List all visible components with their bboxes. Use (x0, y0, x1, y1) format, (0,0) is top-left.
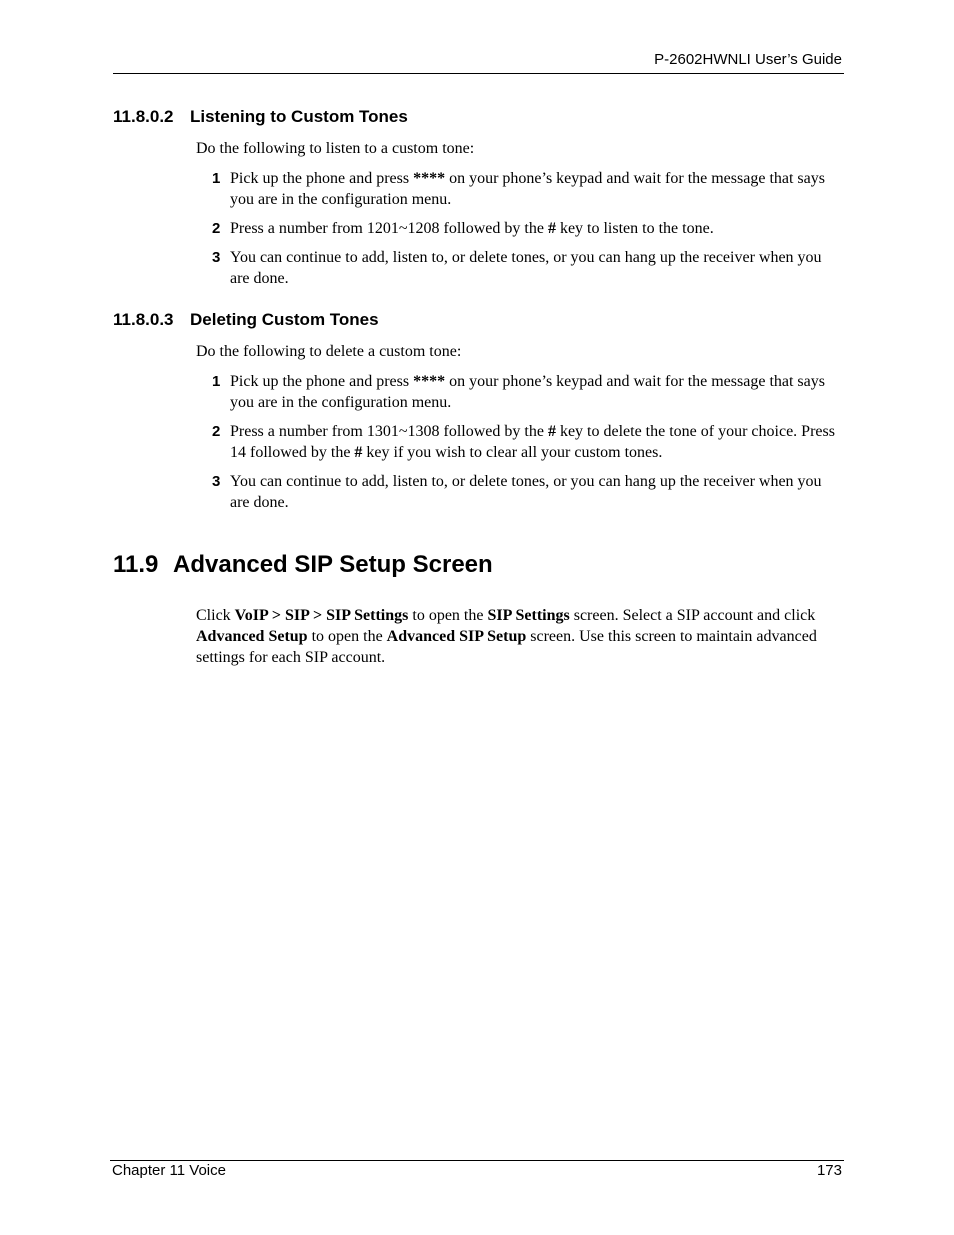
heading-text: Advanced SIP Setup Screen (173, 551, 493, 578)
screen-name: Advanced SIP Setup (386, 628, 527, 645)
step-item (212, 371, 842, 413)
advanced-sip-paragraph (196, 605, 841, 668)
step-item (212, 471, 842, 513)
step-text: key if you wish to clear all your custom tones. (362, 444, 663, 461)
step-key: # (547, 220, 556, 237)
paragraph-text: screen. Select a SIP account and click (569, 607, 816, 624)
step-text: Press a number from 1201~1208 followed by the (230, 220, 548, 237)
step-item (212, 247, 842, 289)
heading-text: Listening to Custom Tones (190, 107, 408, 126)
heading-number: 11.9 (113, 551, 159, 578)
intro-paragraph: Do the following to delete a custom tone: (196, 343, 462, 360)
step-number: 3 (212, 473, 221, 490)
paragraph-text: Click (196, 607, 235, 624)
footer-divider (110, 1160, 844, 1161)
step-text: Pick up the phone and press (230, 170, 414, 187)
step-key-sequence: **** (413, 170, 446, 187)
heading-deleting-custom-tones (113, 310, 379, 330)
step-text: key to listen to the tone. (555, 220, 714, 237)
step-number: 2 (212, 220, 221, 237)
step-list-deleting (212, 371, 842, 521)
step-key-sequence: **** (413, 373, 446, 390)
step-key: # (354, 444, 363, 461)
step-text: Pick up the phone and press (230, 373, 414, 390)
heading-listening-custom-tones (113, 107, 408, 127)
page-number: 173 (816, 1162, 842, 1179)
step-list-listening (212, 168, 842, 297)
step-key: # (547, 423, 556, 440)
section-heading-advanced-sip-setup (113, 551, 493, 579)
paragraph-text: to open the (408, 607, 488, 624)
header-divider (113, 73, 844, 74)
step-text: You can continue to add, listen to, or delete tones, or you can hang up the receiver when you are done. (230, 249, 822, 287)
screen-name: SIP Settings (487, 607, 570, 624)
menu-path: VoIP > SIP > SIP Settings (234, 607, 409, 624)
step-text: on your phone’s keypad and wait for the message that says you are in the configuration menu. (230, 373, 825, 411)
paragraph-text: to open the (307, 628, 387, 645)
running-header-title: P-2602HWNLI User’s Guide (654, 51, 842, 68)
footer-chapter: Chapter 11 Voice (112, 1162, 226, 1179)
step-text: key to delete the tone of your choice. Press 14 followed by the (230, 423, 835, 461)
heading-number: 11.8.0.3 (113, 310, 174, 329)
paragraph-text: screen. Use this screen to maintain advanced settings for each SIP account. (196, 628, 817, 666)
step-number: 2 (212, 423, 221, 440)
step-item (212, 218, 842, 239)
step-text: You can continue to add, listen to, or delete tones, or you can hang up the receiver when you are done. (230, 473, 822, 511)
step-number: 1 (212, 170, 221, 187)
heading-text: Deleting Custom Tones (190, 310, 379, 329)
button-name: Advanced Setup (196, 628, 308, 645)
intro-paragraph: Do the following to listen to a custom tone: (196, 140, 475, 157)
step-item (212, 421, 842, 463)
step-text: on your phone’s keypad and wait for the message that says you are in the configuration menu. (230, 170, 825, 208)
step-number: 1 (212, 373, 221, 390)
step-number: 3 (212, 249, 221, 266)
step-text: Press a number from 1301~1308 followed by the (230, 423, 548, 440)
step-item (212, 168, 842, 210)
heading-number: 11.8.0.2 (113, 107, 174, 126)
